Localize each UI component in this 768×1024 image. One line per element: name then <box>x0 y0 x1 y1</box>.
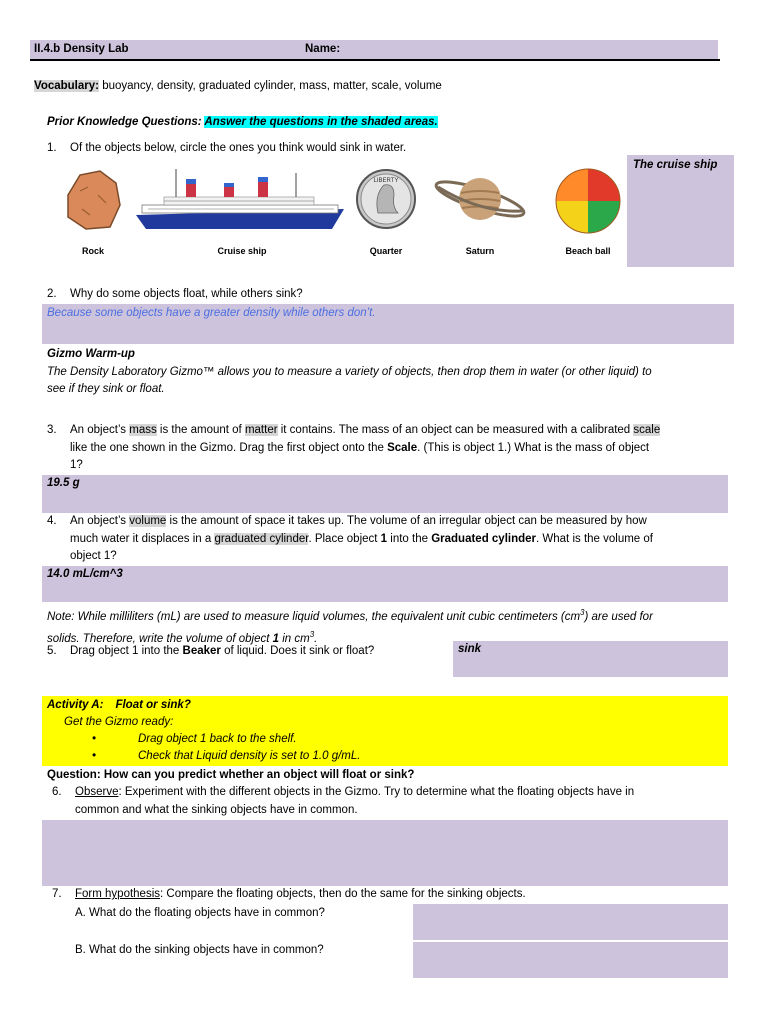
q3-number: 3. <box>47 424 57 436</box>
bullet-icon: • <box>92 733 97 745</box>
q4-term-volume: volume <box>129 515 167 527</box>
q1-answer: The cruise ship <box>633 159 718 171</box>
q3-line-3: 1? <box>70 459 83 471</box>
q3-term-scale: scale <box>633 424 661 436</box>
rock-caption: Rock <box>81 246 104 256</box>
quarter-icon <box>354 165 418 235</box>
q5-number: 5. <box>47 645 57 657</box>
activity-bullet-1: • Drag object 1 back to the shelf. <box>92 731 297 749</box>
q6-text: Observe: Experiment with the different objects in the Gizmo. Try to determine what the floating objects have in common and what the sinking objects have in common. <box>75 786 635 816</box>
q2-text: Why do some objects float, while others sink? <box>70 288 303 300</box>
q2-answer-box[interactable] <box>42 304 734 344</box>
object-saturn <box>430 165 530 255</box>
header-bar <box>30 40 718 59</box>
q4-answer: 14.0 mL/cm^3 <box>47 568 123 580</box>
beach-ball-icon <box>550 165 626 235</box>
q3-text <box>70 422 660 475</box>
q3-line-1: An object’s mass is the amount of matter it contains. The mass of an object can be measured with a calibrated scale <box>70 424 661 436</box>
note-line-1: Note: While milliliters (mL) are used to measure liquid volumes, the equivalent unit cubic centimeters $(cm^3)$ are used for <box>47 608 653 623</box>
q7-label: Form hypothesis <box>75 888 161 900</box>
warmup-intro-1: The Density Laboratory Gizmo™ allows you to measure a variety of objects, then drop them in water (or other liquid) to <box>47 366 652 378</box>
q6-label: Observe <box>75 786 119 798</box>
q3-answer-box[interactable] <box>42 475 728 513</box>
q7a-text: A. What do the floating objects have in common? <box>75 907 325 919</box>
q3-line-2: like the one shown in the Gizmo. Drag the first object onto the Scale. (This is object 1.) What is the mass of object <box>70 441 650 454</box>
q4-line-1: An object’s volume is the amount of space it takes up. The volume of an irregular object can be measured by how <box>70 515 647 527</box>
cruise-ship-icon <box>134 165 350 235</box>
warmup-title: Gizmo Warm-up <box>47 348 135 360</box>
cruise-ship-caption: Cruise ship <box>217 246 267 256</box>
q6-number: 6. <box>52 786 62 798</box>
object-cruise-ship <box>134 165 350 255</box>
q5-text: Drag object 1 into the Beaker of liquid. Does it sink or float? <box>70 645 375 657</box>
q6-answer-box[interactable] <box>42 820 728 886</box>
rock-icon <box>58 165 128 235</box>
vocabulary-terms: buoyancy, density, graduated cylinder, mass, matter, scale, volume <box>102 80 442 92</box>
q4-line-3: object 1? <box>70 550 117 562</box>
saturn-caption: Saturn <box>465 246 495 256</box>
q4-answer-box[interactable] <box>42 566 728 602</box>
q7a-answer-box[interactable] <box>413 904 728 940</box>
header-rule <box>30 59 720 61</box>
bullet-icon: • <box>92 750 97 762</box>
q7b-text: B. What do the sinking objects have in common? <box>75 944 324 956</box>
q7b-answer-box[interactable] <box>413 942 728 978</box>
q7-number: 7. <box>52 888 62 900</box>
q1-number: 1. <box>47 142 57 154</box>
activity-ready: Get the Gizmo ready: <box>64 716 174 728</box>
saturn-icon <box>430 165 530 235</box>
object-rock <box>58 165 128 255</box>
vocabulary-label: Vocabulary: <box>34 80 99 92</box>
q5-answer-box[interactable] <box>453 641 728 677</box>
object-beach-ball <box>550 165 626 255</box>
quarter-caption: Quarter <box>369 246 403 256</box>
quarter-coin-text: LIBERTY <box>373 178 399 184</box>
q3-answer: 19.5 g <box>47 477 80 489</box>
prior-instruction: Answer the questions in the shaded areas. <box>204 116 438 128</box>
q1-text: Of the objects below, circle the ones you think would sink in water. <box>70 142 407 154</box>
q4-line-2: much water it displaces in a graduated cylinder. Place object 1 into the Graduated cylinder. What is the volume of <box>70 532 653 545</box>
q4-text <box>70 513 653 566</box>
note-line-2: solids. Therefore, write the volume of object 1 in $cm^3$. <box>47 630 318 646</box>
beach-ball-caption: Beach ball <box>565 246 611 256</box>
q7-text: Form hypothesis: Compare the floating objects, then do the same for the sinking objects. <box>75 888 526 900</box>
q2-answer: Because some objects have a greater density while others don’t. <box>47 307 376 319</box>
activity-a-title: Activity A: Float or sink? <box>47 699 191 711</box>
prior-knowledge-heading <box>47 114 438 132</box>
q5-answer: sink <box>458 643 482 655</box>
activity-question: Question: How can you predict whether an object will float or sink? <box>47 769 415 781</box>
q1-answer-box[interactable] <box>627 155 734 267</box>
document-title: II.4.b Density Lab <box>34 43 129 55</box>
vocabulary-line <box>34 78 442 96</box>
name-label: Name: <box>305 43 341 55</box>
q3-term-mass: mass <box>129 424 157 436</box>
object-quarter <box>354 165 418 255</box>
q3-term-matter: matter <box>244 424 278 436</box>
prior-knowledge-label: Prior Knowledge Questions: <box>47 116 202 128</box>
q2-number: 2. <box>47 288 57 300</box>
q4-term-graduated-cylinder: graduated cylinder <box>214 532 309 545</box>
warmup-intro-2: see if they sink or float. <box>47 383 165 395</box>
activity-bullet-2: • Check that Liquid density is set to 1.0 g/mL. <box>92 748 360 766</box>
q4-number: 4. <box>47 515 57 527</box>
